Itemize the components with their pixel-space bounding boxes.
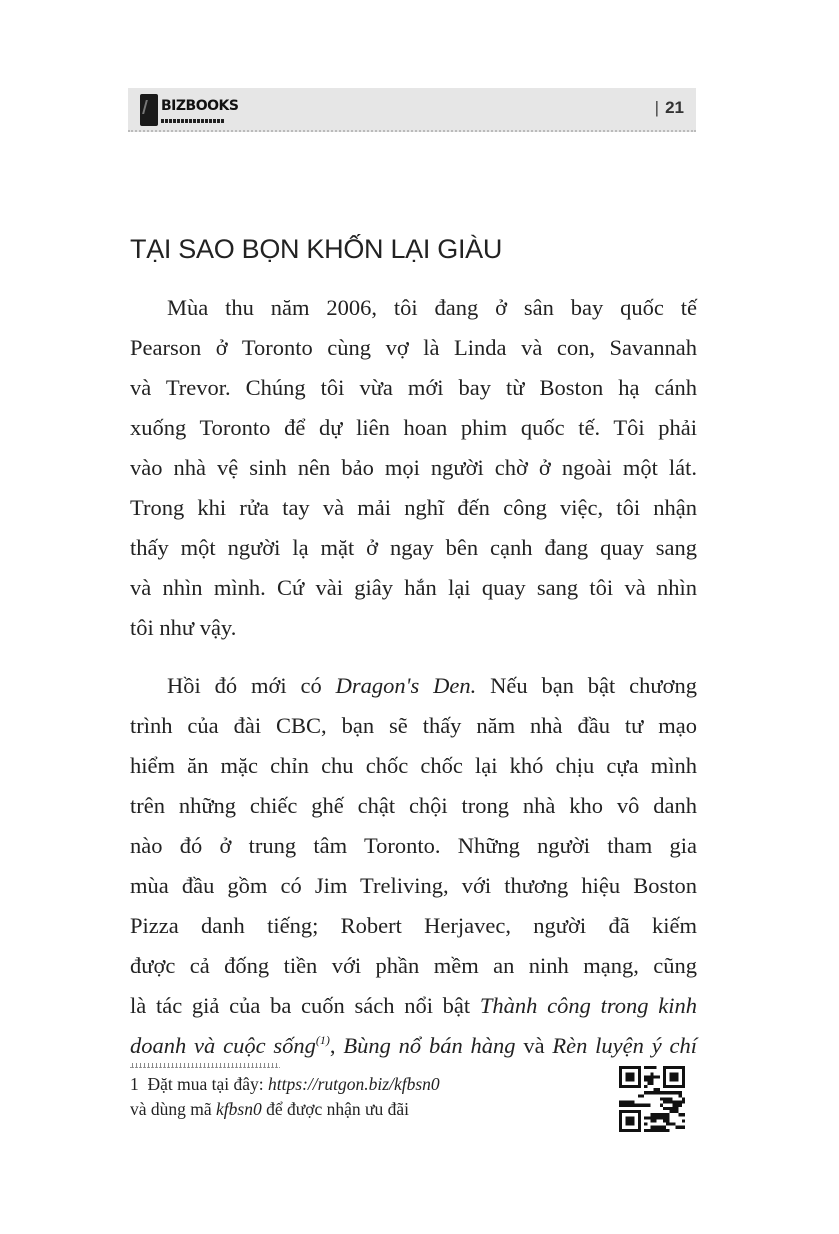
text-segment: Thành công trong kinh	[479, 993, 697, 1018]
footnote-link[interactable]: https://rutgon.biz/kfbsn0	[268, 1074, 440, 1094]
footnote-text: và dùng mã	[130, 1099, 217, 1119]
text-segment: xuống Toronto để dự liên hoan phim quốc tế. Tôi phải	[130, 415, 697, 440]
page-number	[655, 98, 684, 118]
page-header	[128, 88, 696, 132]
text-segment: Bùng nổ bán hàng	[343, 1033, 516, 1058]
text-line	[130, 946, 697, 986]
text-segment: trình của đài CBC, bạn sẽ thấy năm nhà đầu tư mạo	[130, 713, 697, 738]
text-segment: vào nhà vệ sinh nên bảo mọi người chờ ở ngoài một lát.	[130, 455, 697, 480]
text-segment: Nếu bạn bật chương	[476, 673, 697, 698]
paragraph	[130, 288, 697, 648]
text-line	[130, 986, 697, 1026]
text-segment: Pearson ở Toronto cùng vợ là Linda và con, Savannah	[130, 335, 697, 360]
text-segment: nào đó ở trung tâm Toronto. Những người tham gia	[130, 833, 697, 858]
text-line	[130, 1026, 697, 1066]
text-segment: hiểm ăn mặc chỉn chu chốc chốc lại khó chịu cựa mình	[130, 753, 697, 778]
footnote-text: để được nhận ưu đãi	[261, 1099, 410, 1119]
text-line	[130, 408, 697, 448]
text-line	[130, 568, 697, 608]
text-line	[130, 706, 697, 746]
footnote-ref: (1)	[315, 1033, 330, 1047]
text-segment: Hồi đó mới có	[167, 673, 336, 698]
text-segment: Mùa thu năm 2006, tôi đang ở sân bay quốc tế	[167, 295, 697, 320]
text-segment: và	[515, 1033, 553, 1058]
page-number-value: 21	[665, 98, 684, 117]
text-line	[130, 328, 697, 368]
text-segment: ,	[329, 1033, 344, 1058]
text-segment: là tác giả của ba cuốn sách nổi bật	[130, 993, 480, 1018]
text-segment: trên những chiếc ghế chật chội trong nhà kho vô danh	[130, 793, 697, 818]
text-segment: Rèn luyện ý chí	[552, 1033, 697, 1058]
text-line	[130, 666, 697, 706]
text-segment: tôi như vậy.	[130, 615, 237, 640]
logo-text: BIZBOOKS	[161, 98, 239, 114]
text-line	[130, 288, 697, 328]
separator: |	[654, 98, 660, 117]
book-logo-icon	[140, 94, 158, 126]
paragraph	[130, 666, 697, 1066]
text-line	[130, 488, 697, 528]
text-segment: Trong khi rửa tay và mải nghĩ đến công việc, tôi nhận	[130, 495, 697, 520]
text-line	[130, 528, 697, 568]
logo-tagline	[161, 119, 225, 123]
text-line	[130, 906, 697, 946]
footnote-line-1	[130, 1072, 440, 1097]
text-segment: được cả đống tiền với phần mềm an ninh mạng, cũng	[130, 953, 697, 978]
text-line	[130, 608, 697, 648]
text-line	[130, 826, 697, 866]
text-line	[130, 368, 697, 408]
promo-code: kfbsn0	[216, 1099, 262, 1119]
text-line	[130, 746, 697, 786]
text-segment: thấy một người lạ mặt ở ngay bên cạnh đang quay sang	[130, 535, 697, 560]
body-text	[130, 288, 697, 1084]
footnote-divider	[130, 1063, 280, 1068]
footnote-line-2	[130, 1097, 440, 1122]
text-segment: Dragon's Den.	[335, 673, 477, 698]
text-segment: và nhìn mình. Cứ vài giây hắn lại quay sang tôi và nhìn	[130, 575, 697, 600]
qr-code-icon[interactable]	[619, 1066, 685, 1132]
text-segment: Pizza danh tiếng; Robert Herjavec, người đã kiếm	[130, 913, 697, 938]
section-title: TẠI SAO BỌN KHỐN LẠI GIÀU	[130, 234, 503, 264]
footnote-text: Đặt mua tại đây:	[147, 1074, 269, 1094]
text-line	[130, 866, 697, 906]
text-segment: doanh và cuộc sống	[130, 1033, 316, 1058]
text-line	[130, 786, 697, 826]
footnote-number: 1	[130, 1074, 139, 1094]
text-segment: mùa đầu gồm có Jim Treliving, với thương hiệu Boston	[130, 873, 697, 898]
footnote	[130, 1072, 440, 1122]
text-segment: và Trevor. Chúng tôi vừa mới bay từ Boston hạ cánh	[130, 375, 697, 400]
text-line	[130, 448, 697, 488]
bizbooks-logo	[140, 94, 238, 126]
